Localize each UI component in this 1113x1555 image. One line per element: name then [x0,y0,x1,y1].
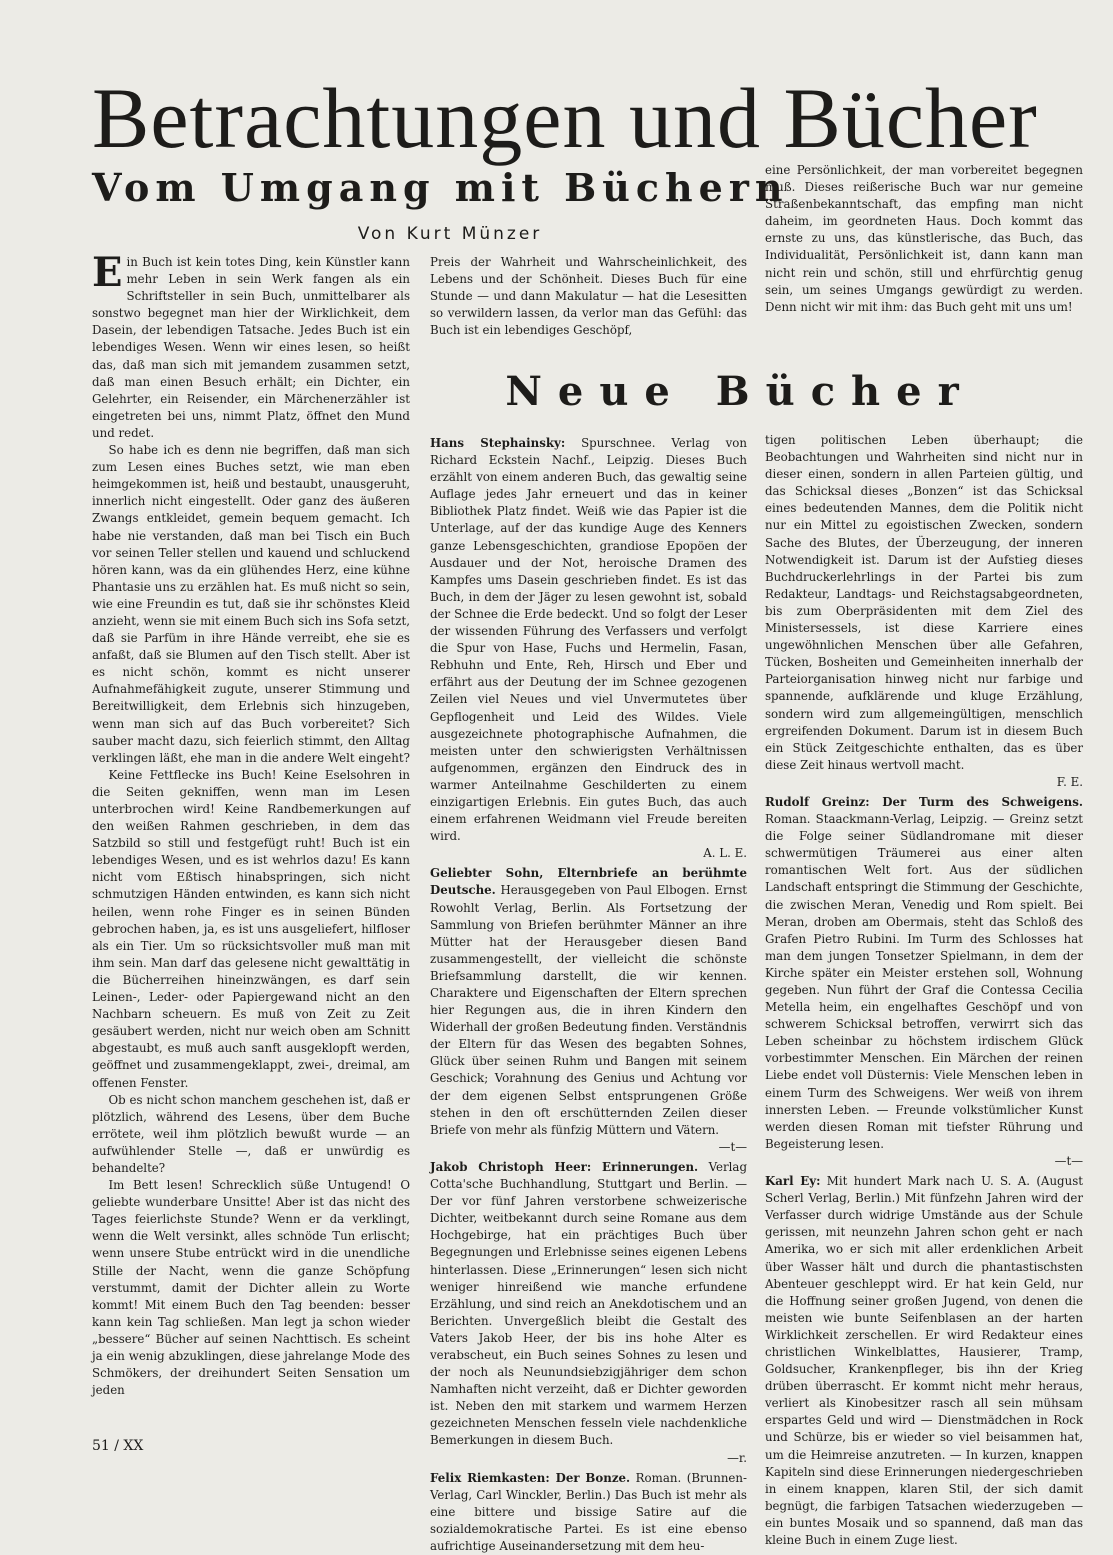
review-text: Mit hundert Mark nach U. S. A. (August Scherl Verlag, Berlin.) Mit fünfzehn Jahren wird der Verfasser durch widrige Umstände aus der Schule gerissen, mit neunzehn Jahren schon geht er nach Amerika, wo er sich mit aller erdenklichen Arbeit über Wasser hält und durch die phantastischsten Abenteuer geschleppt wird. Er hat kein Geld, nur die Hoffnung seiner großen Jugend, von denen die meisten wie bunte Seifenblasen an der harten Wirklichkeit zerschellen. Er wird Redakteur eines christlichen Winkelblattes, Hausierer, Tramp, Goldsucher, Krankenpfleger, bis ihn der Krieg drüben überrascht. Er kommt nicht mehr heraus, verliert als Kinobesitzer rasch all sein mühsam erspartes Geld und wird — Dienstmädchen in Rock und Schürze, bis er wieder so viel beisammen hat, um die Heimreise anzutreten. — In kurzen, knappen Kapiteln sind diese Erinnerungen niedergeschrieben in einem knappen, klaren Stil, der sich damit begnügt, die farbigen Tatsachen wiederzugeben — ein buntes Mosaik und so spannend, daß man das kleine Buch in einem Zuge liest. [765,1174,1083,1547]
review-text: Roman. Staackmann-Verlag, Leipzig. — Greinz setzt die Folge seiner Südlandromane mit dieser schwermütigen Träumerei aus einer alten romantischen Welt fort. Aus der südlichen Landschaft entspringt die Stimmung der Geschichte, die zwischen Meran, Venedig und Rom spielt. Bei Meran, droben am Obermais, steht das Schloß des Grafen Pietro Rubini. Im Turm des Schlosses hat man dem jungen Tonsetzer Spielmann, in dem der Kirche später ein Meister erstehen soll, Wohnung gegeben. Nun führt der Graf die Contessa Cecilia Metella heim, ein engelhaftes Geschöpf und von schwerem Schicksal betroffen, verwirrt sich das Leben scheinbar zu höchstem irdischem Glück vorbestimmter Menschen. Ein Märchen der reinen Liebe endet voll Düsternis: Viele Menschen leben in einem Turm des Schweigens. Wer weiß von ihrem innersten Leben. — Freunde volkstümlicher Kunst werden diesen Roman mit tiefster Rührung und Begeisterung lesen. [765,812,1083,1151]
review-text: Roman. (Brunnen-Verlag, Carl Winckler, Berlin.) Das Buch ist mehr als eine bittere und bissige Satire auf die sozialdemokratische Partei. Es ist eine ebenso aufrichtige Auseinandersetzung mit dem heu- [430,1470,747,1553]
review-heading: Karl Ey: [765,1174,821,1189]
paragraph-text: in Buch ist kein totes Ding, kein Künstler kann mehr Leben in sein Werk fangen als ein Schriftsteller in sein Buch, unmittelbarer als sonstwo begegnet man hier der Wirklichkeit, dem Dasein, der lebendigen Tatsache. Jedes Buch ist ein lebendiges Wesen. Wenn wir eines lesen, so heißt das, daß man sich mit jemandem zusammen setzt, daß man einen Besuch erhält; ein Dichter, ein Gelehrter, ein Reisender, ein Märchenerzähler ist eingetreten bei uns, nimmt Platz, öffnet den Mund und redet. [92,255,410,440]
reviews-column-2 [430,432,748,1553]
review-entry [765,1173,1083,1549]
article-byline: Von Kurt Münzer [357,224,543,244]
review-signature: —t— [1054,1153,1083,1168]
review-signature: F. E. [1056,774,1083,789]
review-entry [430,435,747,862]
review-heading: Hans Stephainsky: [430,436,566,450]
review-entry [765,432,1083,791]
review-signature: —r. [727,1450,747,1465]
article-title: Vom Umgang mit Büchern [92,165,789,210]
article-paragraph: Keine Fettflecke ins Buch! Keine Eselsohren in die Seiten gekniffen, wenn man im Lesen unterbrochen wird! Keine Randbemerkungen auf den weißen Rahmen geschrieben, in dem das Satzbild so still und festgefügt ruht! Buch ist ein lebendiges Wesen, und es ist wehrlos dazu! Es kann nicht vom Eßtisch hinabspringen, sich nicht schmutzigen Händen entwinden, es kann sich nicht heilen, wenn rohe Finger es in seinen Bünden gebrochen haben, ja, es ist uns ausgeliefert, hilfloser als ein Tier. Um so rücksichtsvoller muß man mit ihm sein. Man darf das gelesene nicht gewalttätig in die Bücherreihen hineinzwängen, es darf sein Leinen-, Leder- oder Papiergewand nicht an den Nachbarn scheuern. Es muß von Zeit zu Zeit gesäubert werden, nicht nur weich oben am Schnitt abgestaubt, es muß auch sanft ausgeklopft werden, geöffnet und zusammengeklappt, zwei-, dreimal, am offenen Fenster. [92,767,410,1090]
review-heading: Geliebter Sohn, Elternbriefe an berühmte Deutsche. [430,866,747,898]
article-column-1 [92,249,410,1424]
review-text: Herausgegeben von Paul Elbogen. Ernst Rowohlt Verlag, Berlin. Als Fortsetzung der Sammlung von Briefen berühmter Männer an ihre Mütter hat der Herausgeber diesen Band zusammengestellt, der vielleicht die schönste Briefsammlung darstellt, die wir kennen. Charaktere und Eigenschaften der Eltern sprechen hier Regungen aus, die in ihren Kindern den Widerhall der großen Bedeutung finden. Verständnis der Eltern für das Wesen des begabten Sohnes, Glück über seinen Ruhm und Bangen mit seinem Geschick; Vorahnung des Genius und Achtung vor der dem eigenen Selbst entsprungenen Größe stehen in den oft erschütternden Zeilen dieser Briefe von mehr als fünfzig Müttern und Vätern. [430,883,747,1137]
review-signature: —t— [718,1139,747,1154]
drop-cap: E [92,249,123,296]
article-paragraph: Preis der Wahrheit und Wahrscheinlichkeit, des Lebens und der Schönheit. Dieses Buch für eine Stunde — und dann Makulatur — hat die Lesesitten so verwildern lassen, da verlor man das Gefühl: das Buch ist ein lebendiges Geschöpf, [430,255,747,338]
article-column-2 [430,254,747,344]
review-heading: Felix Riemkasten: Der Bonze. [430,1470,631,1485]
review-text: Spurschnee. Verlag von Richard Eckstein Nachf., Leipzig. Dieses Buch erzählt von einem anderen Buch, das gewaltig seine Auflage jedes Jahr erneuert und das in keiner Bibliothek Platz findet. Weiß wie das Papier ist die Unterlage, auf der das kundige Auge des Kenners ganze Lebensgeschichten, grandiose Epopöen der Ausdauer und der Not, heroische Dramen des Kampfes ums Dasein geschrieben findet. Es ist das Buch, in dem der Jäger zu lesen gewohnt ist, sobald der Schnee die Erde bedeckt. Und so folgt der Leser der wissenden Führung des Verfassers und verfolgt die Spur von Hase, Fuchs und Hermelin, Fasan, Rebhuhn und Ente, Reh, Hirsch und Eber und erfährt aus der Deutung der im Schnee gezogenen Zeilen viel Neues und viel Unvermutetes über Gepflogenheit und Leid des Wildes. Viele ausgezeichnete photographische Aufnahmen, die meisten unter den schwierigsten Verhältnissen aufgenommen, ergänzen den Eindruck des in warmer Anteilnahme Geschilderten zu einem einzigartigen Erlebnis. Ein gutes Buch, das auch einem erfahrenen Weidmann viel Freude bereiten wird. [430,436,747,844]
review-text: Verlag Cotta'sche Buchhandlung, Stuttgart und Berlin. — Der vor fünf Jahren verstorbene schweizerische Dichter, weitbekannt durch seine Romane aus dem Hochgebirge, hat ein prächtiges Buch über Begegnungen und Erlebnisse seines eigenen Lebens hinterlassen. Diese „Erinnerungen“ lesen sich nicht weniger hinreißend wie manche erfundene Erzählung, und sind reich an Anekdotischem und an Berichten. Unvergeßlich bleibt die Gestalt des Vaters Jakob Heer, der bis ins hohe Alter es verabscheut, ein Buch seines Sohnes zu lesen und der noch als Neunundsiebzigjähriger dem schon Namhaften nicht verzeiht, daß er Dichter geworden ist. Neben den mit starkem und warmem Herzen gezeichneten Menschen fesseln viele nachdenkliche Bemerkungen in diesem Buch. [430,1159,748,1448]
article-paragraph [92,249,410,442]
review-text: tigen politischen Leben überhaupt; die Beobachtungen und Wahrheiten sind nicht nur in dieser einen, sondern in allen Parteien gültig, und das Schicksal dieses „Bonzen“ ist das Schicksal eines bedeutenden Mannes, dem die Politik nicht nur ein Mittel zu egoistischen Zwecken, sondern Sache des Blutes, der Überzeugung, der inneren Notwendigkeit ist. Darum ist der Aufstieg dieses Buchdruckerlehrlings in der Partei bis zum Redakteur, Landtags- und Reichstagsabgeordneten, bis zum Oberpräsidenten mit dem Ziel des Ministersessels, ist diese Karriere eines ungewöhnlichen Menschen über alle Gefahren, Tücken, Bosheiten und Gemeinheiten innerhalb der Parteiorganisation hinweg nicht nur farbige und spannende, aufklärende und kluge Erzählung, sondern wird zum allgemeingültigen, menschlich ergreifenden Dokument. Darum ist in diesem Buch ein Stück Zeitgeschichte enthalten, das es über diese Zeit hinaus wertvoll macht. [765,433,1083,772]
review-entry [430,1159,747,1467]
masthead-title: Betrachtungen und Bücher [92,70,1038,166]
article-paragraph: eine Persönlichkeit, der man vorbereitet begegnen muß. Dieses reißerische Buch war nur gemeine Straßenbekanntschaft, das empfing man nicht daheim, im geordneten Haus. Doch kommt das ernste zu uns, das künstlerische, das Buch, das Individualität, Persönlichkeit ist, dann kann man nicht rein und schön, still und ehrfürchtig genug sein, um seines Umgangs gewürdigt zu werden. Denn nicht wir mit ihm: das Buch geht mit uns um! [765,163,1083,314]
review-signature: A. L. E. [703,846,747,861]
article-paragraph: Ob es nicht schon manchem geschehen ist, daß er plötzlich, während des Lesens, über dem Buche errötete, weil ihm plötzlich bewußt wurde — an aufwühlender Stelle —, daß er unwürdig es behandelte? [92,1092,410,1175]
review-entry [430,865,747,1156]
review-heading: Jakob Christoph Heer: Erinnerungen. [430,1159,699,1174]
review-entry [765,794,1083,1170]
reviews-column-3 [765,432,1083,1547]
article-paragraph: Im Bett lesen! Schrecklich süße Untugend! O geliebte wunderbare Unsitte! Aber ist das nicht des Tages feierlichste Stunde? Wenn er da verklingt, wenn die Welt versinkt, alles schnöde Tun erlischt; wenn unsere Stube entrückt wird in die unendliche Stille der Nacht, wenn die ganze Schöpfung verstummt, damit der Dichter allein zu Worte kommt! Mit einem Buch den Tag beenden: besser kann kein Tag schließen. Man legt ja schon wieder „bessere“ Bücher auf seinen Nachttisch. Es scheint ja ein wenig abzuklingen, diese jahrelange Mode des Schmökers, der dreihundert Seiten Sensation um jeden [92,1178,410,1398]
review-entry [430,1470,747,1555]
article-paragraph: So habe ich es denn nie begriffen, daß man sich zum Lesen eines Buches setzt, wie man eben heimgekommen ist, heiß und bestaubt, unausgeruht, innerlich nicht eingestellt. Oder ganz des äußeren Zwangs entkleidet, gemein bequem gemacht. Ich habe nie verstanden, daß man bei Tisch ein Buch vor seinen Teller stellen und kauend und schluckend hören kann, was da ein glühendes Herz, eine kühne Phantasie uns zu erzählen hat. Es muß nicht so sein, wie eine Freundin es tut, daß sie ihr schönstes Kleid anzieht, wenn sie mit einem Buch sich ins Sofa setzt, daß sie Parfüm in ihre Hände verreibt, ehe sie es anfaßt, daß sie Blumen auf den Tisch stellt. Aber ist es nicht schön, kommt es nicht unserer Aufnahmefähigkeit zugute, unserer Stimmung und Bereitwilligkeit, dem Erlebnis sich hinzugeben, wenn man sich auf das Buch vorbereitet? Sich sauber macht dazu, sich feierlich stimmt, den Alltag verklingen läßt, ehe man in die andere Welt eingeht? [92,443,410,765]
article-column-3 [765,162,1083,342]
page-number: 51 / XX [92,1438,144,1454]
section-title: Neue Bücher [505,368,975,415]
review-heading: Rudolf Greinz: Der Turm des Schweigens. [765,794,1083,809]
